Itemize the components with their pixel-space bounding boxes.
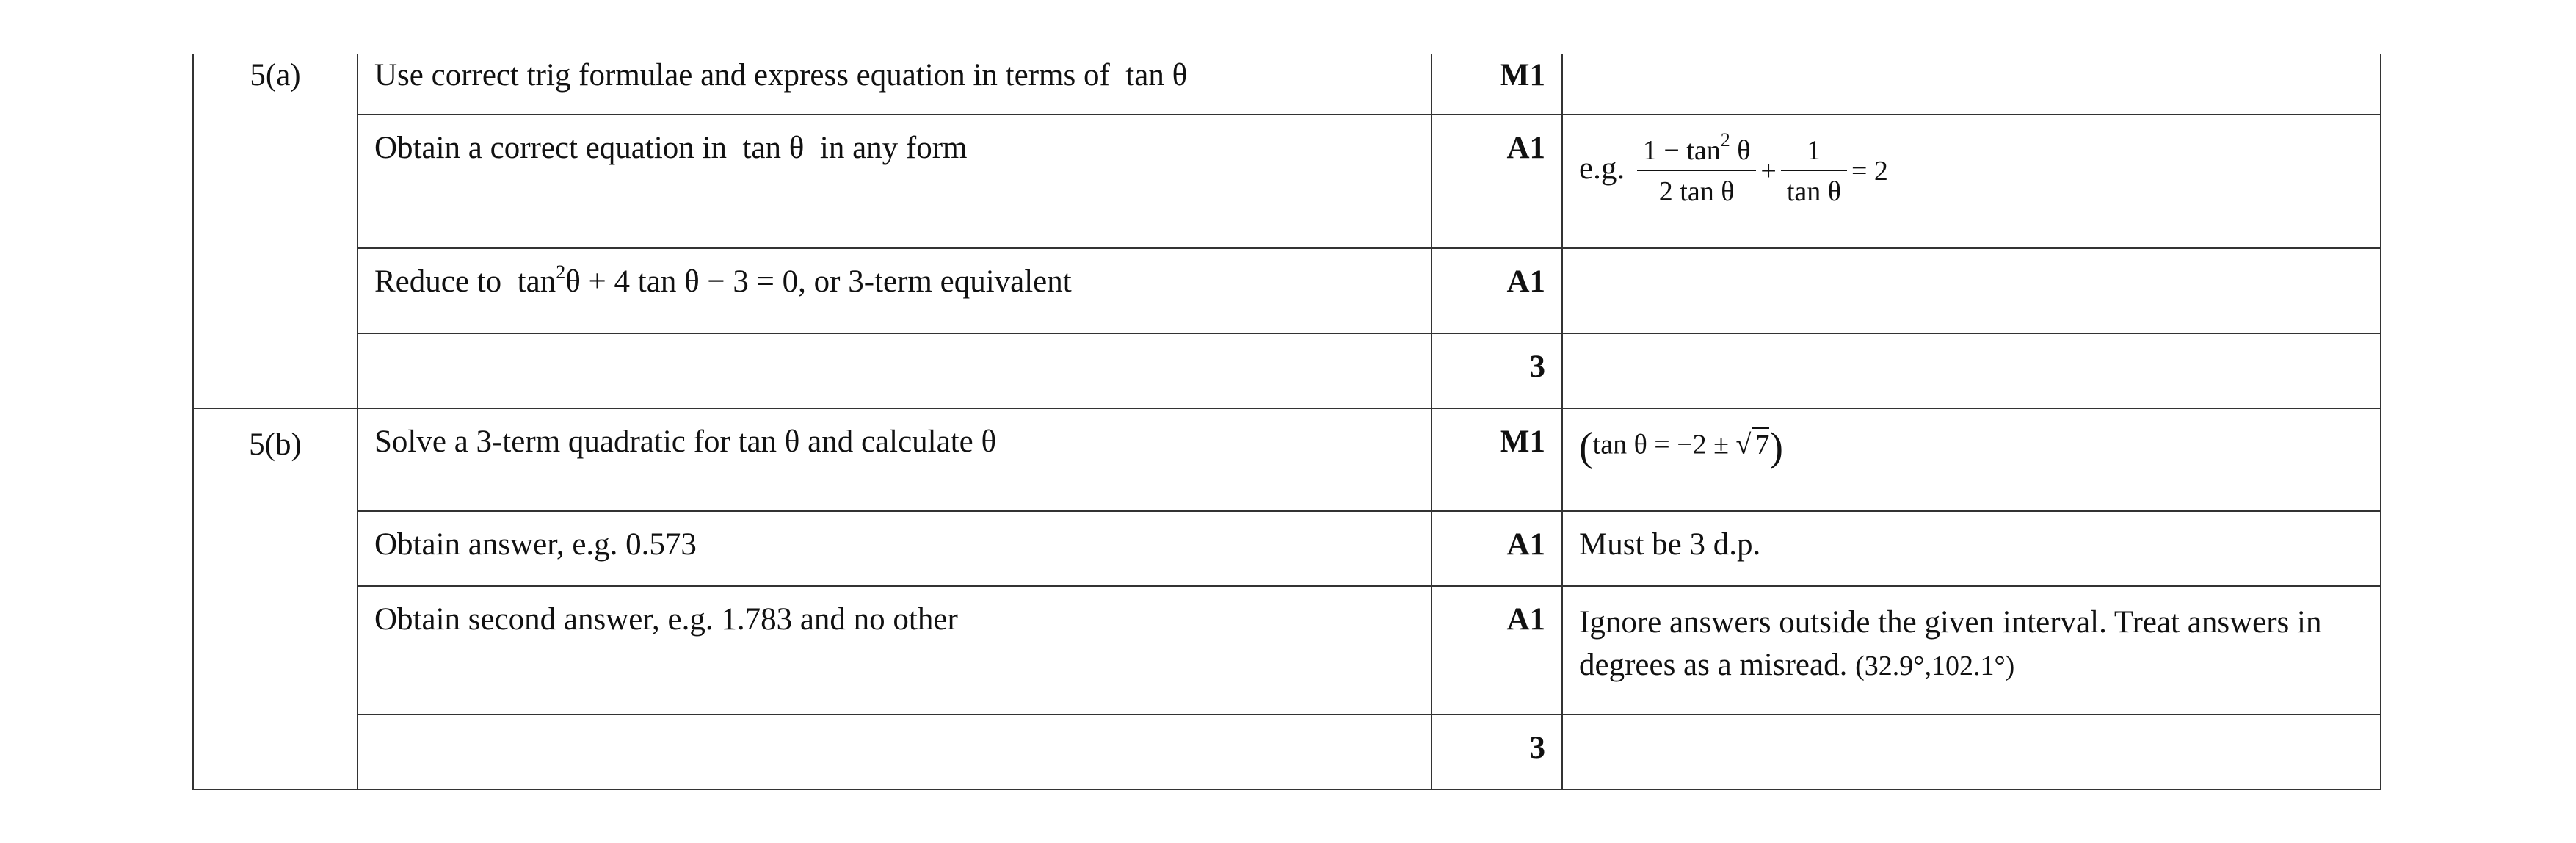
fraction-1: $\frac{1 - \tan^2 \theta}{\text{2 tan θ}}$ (1637, 134, 1757, 208)
mark-cell (1432, 511, 1562, 586)
guidance-equation: e.g. $\frac{1 - \tan^2 \theta}{\text{2 tan θ}}$ + $\frac{1}{\text{tan θ}}$ = 2 (1579, 129, 1888, 207)
answer-cell (358, 511, 1432, 586)
mark-scheme-table (192, 54, 2381, 790)
answer-math: tan θ (1125, 58, 1188, 93)
answer-cell (358, 115, 1432, 248)
mark-cell (1432, 586, 1562, 714)
question-label: 5(b) (249, 427, 302, 462)
mark-label: M1 (1499, 58, 1545, 93)
guidance-text: Must be 3 d.p. (1579, 527, 1761, 562)
table-row (193, 511, 2381, 586)
answer-cell (358, 586, 1432, 714)
guidance-cell (1562, 54, 2381, 115)
mark-cell (1432, 54, 1562, 115)
answer-cell (358, 408, 1432, 511)
answer-cell (358, 333, 1432, 408)
answer-cell (358, 714, 1432, 789)
answer-cell (358, 54, 1432, 115)
mark-cell (1432, 333, 1562, 408)
answer-suffix: in any form (819, 131, 968, 165)
guidance-cell (1562, 511, 2381, 586)
guidance-cell (1562, 714, 2381, 789)
table-row (193, 333, 2381, 408)
mark-label: M1 (1499, 424, 1545, 459)
mark-label: A1 (1506, 131, 1545, 165)
table-row (193, 115, 2381, 248)
answer-math: tan θ (742, 131, 805, 165)
answer-text: Reduce to (374, 264, 502, 299)
guidance-cell (1562, 115, 2381, 248)
guidance-cell (1562, 586, 2381, 714)
answer-math: $\tan^2\theta + 4$ tan θ − 3 = 0 (517, 261, 799, 299)
answer-text: Obtain a correct equation in (374, 131, 727, 165)
answer-text: Solve a 3-term quadratic for tan θ and calculate θ (374, 424, 997, 459)
mark-cell (1432, 714, 1562, 789)
guidance-cell (1562, 248, 2381, 333)
table-row (193, 54, 2381, 115)
guidance-equation: (tan θ = −2 ± √ 7) (1579, 424, 1784, 470)
guidance-cell (1562, 333, 2381, 408)
mark-total: 3 (1529, 731, 1545, 765)
mark-cell (1432, 115, 1562, 248)
mark-cell (1432, 248, 1562, 333)
table-row (193, 714, 2381, 789)
table-row (193, 586, 2381, 714)
mark-label: A1 (1506, 264, 1545, 299)
question-number-5b (193, 408, 358, 789)
answer-cell (358, 248, 1432, 333)
answer-text: Obtain answer, e.g. 0.573 (374, 527, 697, 562)
guidance-math: (32.9°,102.1°) (1855, 651, 2015, 681)
guidance-prefix: e.g. (1579, 151, 1625, 186)
mark-total: 3 (1529, 350, 1545, 384)
mark-label: A1 (1506, 527, 1545, 562)
table-row (193, 248, 2381, 333)
answer-suffix: , or 3-term equivalent (798, 264, 1072, 299)
question-label: 5(a) (250, 58, 301, 93)
answer-text: Use correct trig formulae and express equation in terms of (374, 58, 1110, 93)
fraction-2: $\frac{1}{\text{tan θ}}$ (1781, 134, 1847, 208)
guidance-cell (1562, 408, 2381, 511)
question-number-5a (193, 54, 358, 408)
mark-label: A1 (1506, 602, 1545, 637)
answer-text: Obtain second answer, e.g. 1.783 and no other (374, 602, 958, 637)
mark-cell (1432, 408, 1562, 511)
guidance-text: Ignore answers outside the given interval. Treat answers in degrees as a misread. (1579, 605, 2322, 682)
table-row (193, 408, 2381, 511)
